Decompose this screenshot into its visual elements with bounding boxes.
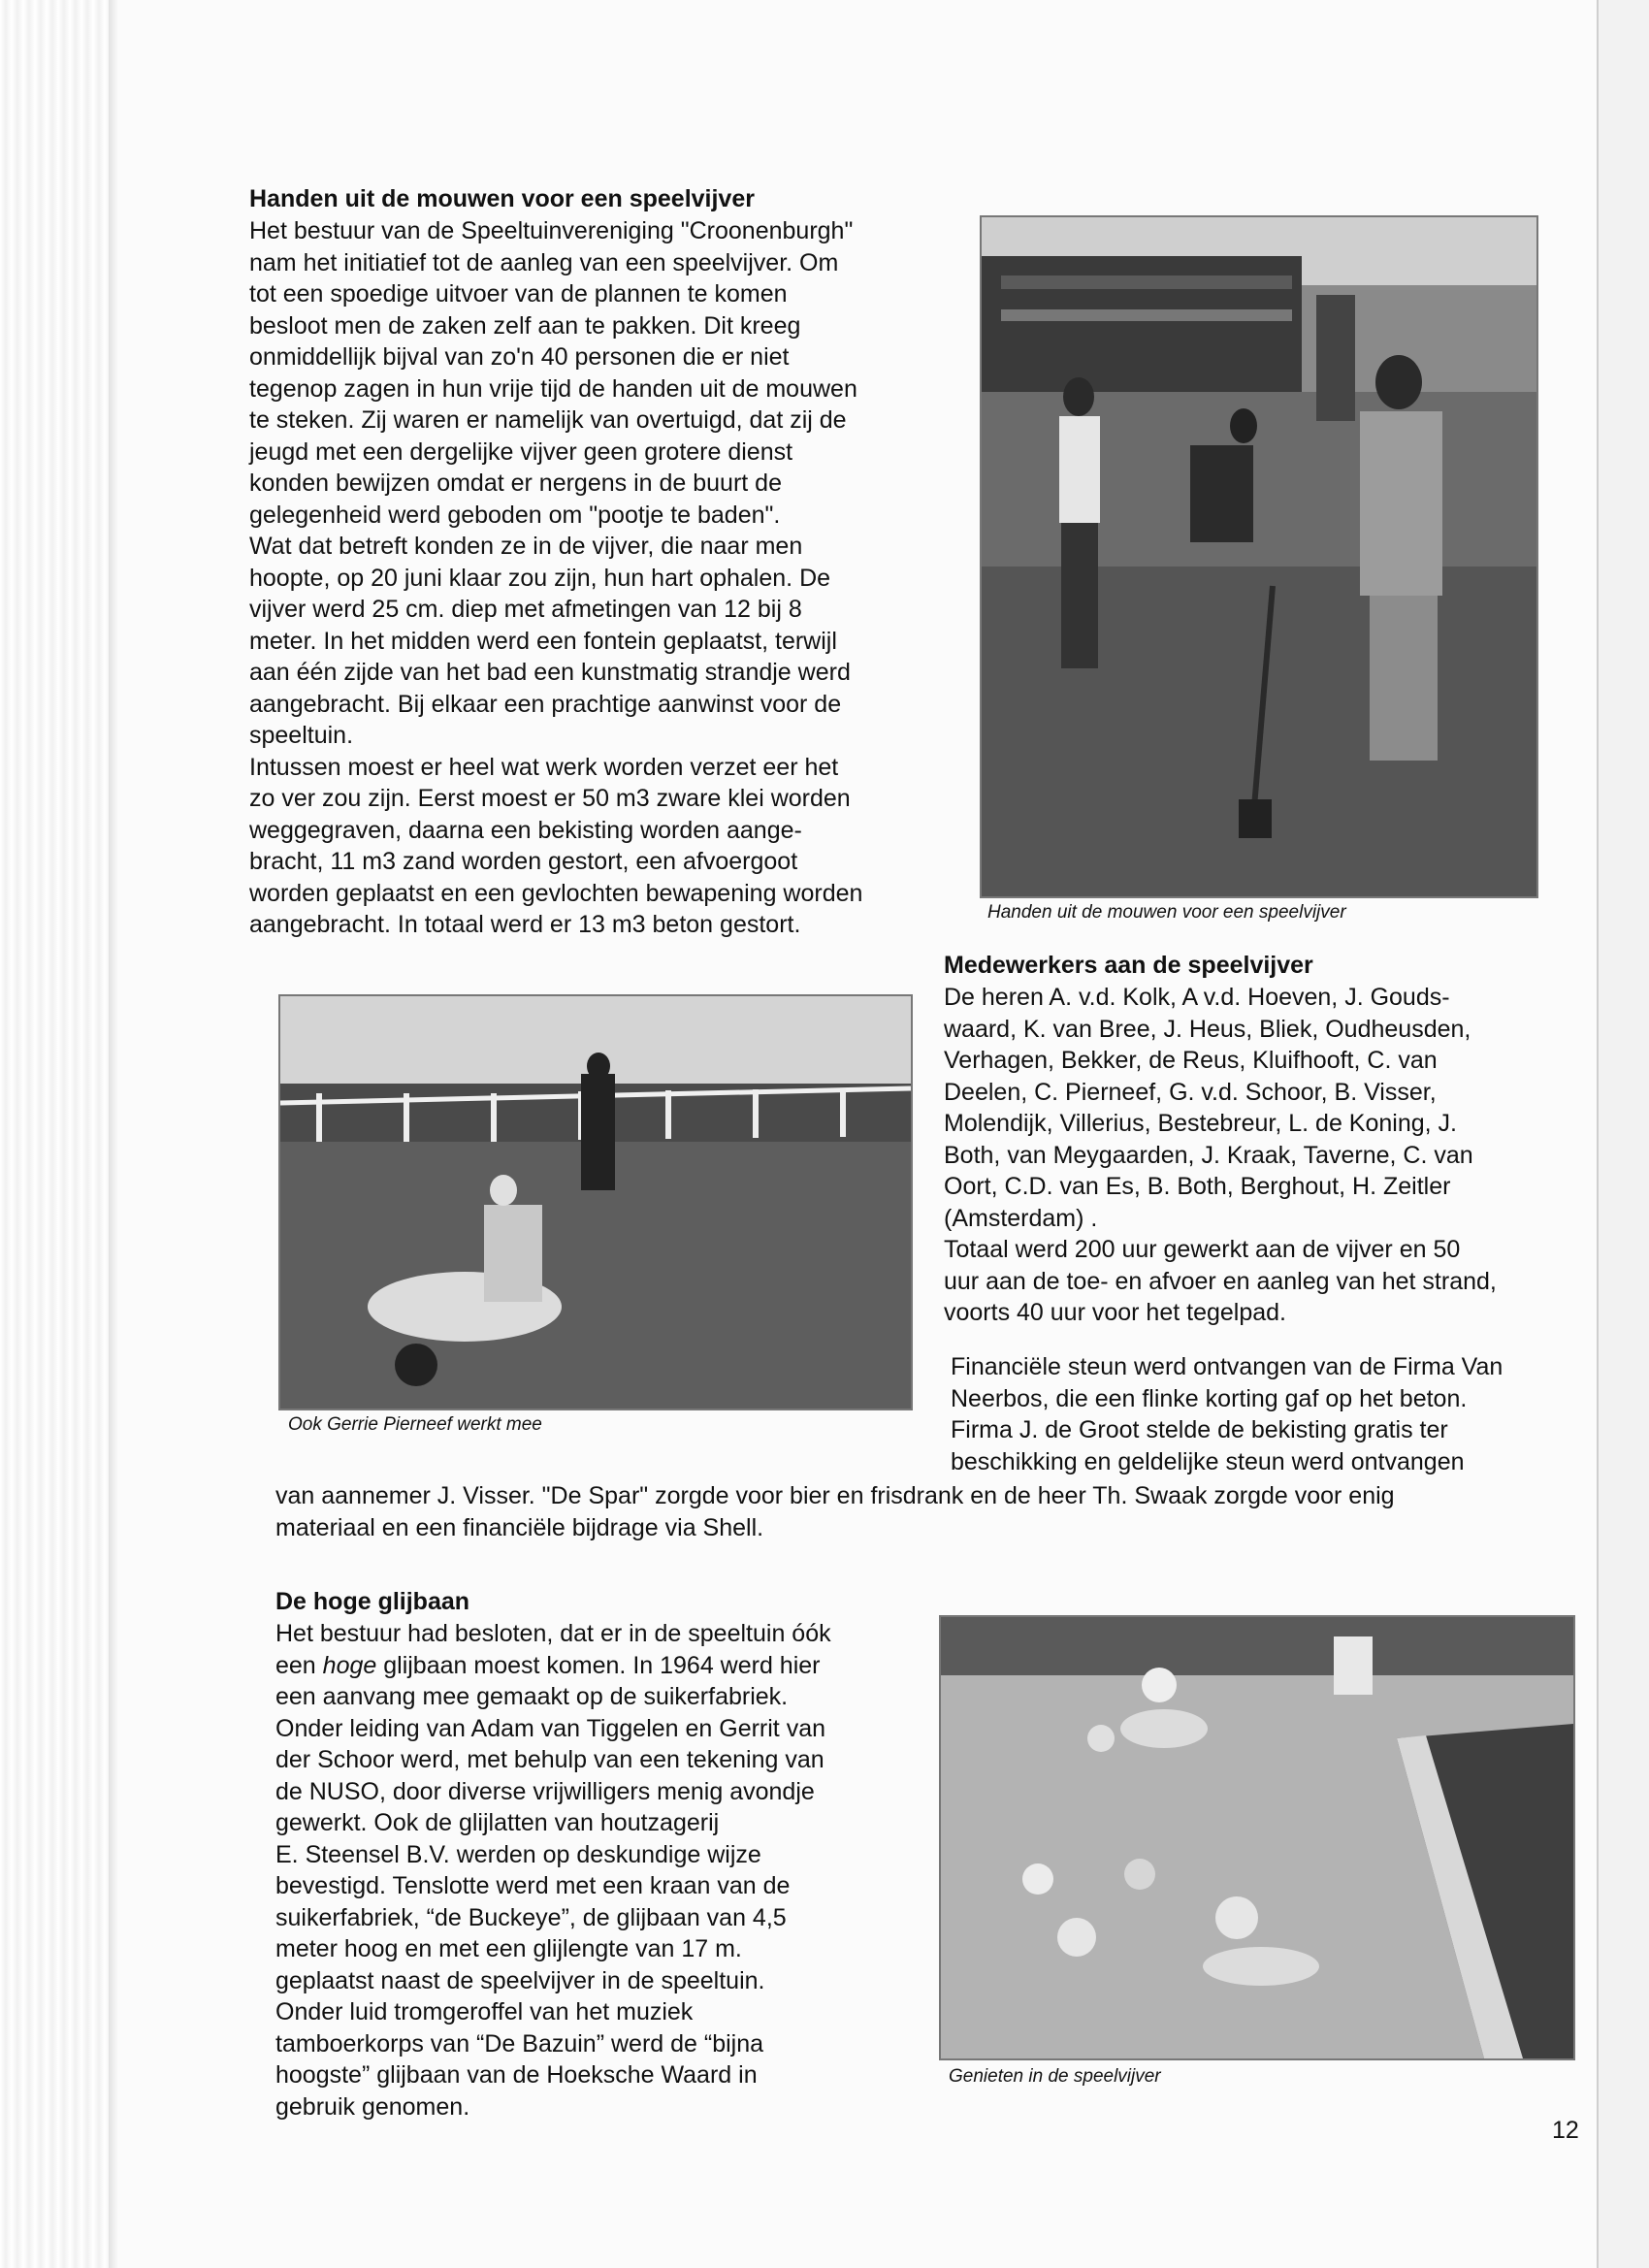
section-body-financiele-steun: Financiële steun werd ontvangen van de Firma Van Neerbos, die een flinke korting gaf op het beton. Firma J. de Groot stelde de bekisting gratis ter beschikking en geldelijke steun werd ontvangen [951,1353,1504,1475]
section-body-medewerkers: De heren A. v.d. Kolk, A v.d. Hoeven, J. Gouds- waard, K. van Bree, J. Heus, Bliek, Oudheusden, Verhagen, Bekker, de Reus, Kluifhooft, C. van Deelen, C. Pierneef, G. v.d. Schoor, B. Visser, Molendijk, Villerius, Bestebreur, L. de Koning, J. Both, van Meygaarden, J. Kraak, Taverne, C. van Oort, C.D. van Es, B. Both, Berghout, H. Zeitler (Amsterdam) . Totaal werd 200 uur gewerkt aan de vijver en 50 uur aan de toe- en afvoer en aanleg van het strand, voorts 40 uur voor het tegelpad. [944,984,1497,1326]
section-heading-speelvijver: Handen uit de mouwen voor een speelvijver [249,185,755,212]
page-number: 12 [1552,2117,1579,2144]
section-body-glijbaan [275,1618,935,2122]
glijbaan-rest: een aanvang mee gemaakt op de suikerfabriek. Onder leiding van Adam van Tiggelen en Gerrit van der Schoor werd, met behulp van een tekening van de NUSO, door diverse vrijwilligers menig avondje gewerkt. Ook de glijlatten van houtzagerij E. Steensel B.V. werden op deskundige wijze bevestigd. Tenslotte werd met een kraan van de suikerfabriek, “de Buckeye”, de glijbaan van 4,5 meter hoog en met een glijlengte van 17 m. geplaatst naast de speelvijver in de speeltuin. Onder luid tromgeroffel van het muziek tamboerkorps van “De Bazuin” werd de “bijna hoogste” glijbaan van de Hoeksche Waard in gebruik genomen. [275,1683,826,2121]
photo-workers-digging [980,215,1538,898]
section-body-speelvijver: Het bestuur van de Speeltuinvereniging "Croonenburgh" nam het initiatief tot de aanleg van een speelvijver. Om tot een spoedige uitvoer van de plannen te komen besloot men de zaken zelf aan te pakken. Dit kreeg onmiddellijk bijval van zo'n 40 personen die er niet tegenop zagen in hun vrije tijd de handen uit de mouwen te steken. Zij waren er namelijk van overtuigd, dat zij de jeugd met een dergelijke vijver geen grotere dienst konden bewijzen omdat er nergens in de buurt de gelegenheid werd geboden om "pootje te baden". Wat dat betreft konden ze in de vijver, die naar men hoopte, op 20 juni klaar zou zijn, hun hart ophalen. De vijver werd 25 cm. diep met afmetingen van 12 bij 8 meter. In het midden werd een fontein geplaatst, terwijl aan één zijde van het bad een kunstmatig strandje werd aangebracht. Bij elkaar een prachtige aanwinst voor de speeltuin. Intussen moest er heel wat werk worden verzet eer het zo ver zou zijn. Eerst moest er 50 m3 zware klei worden weggegraven, daarna een bekisting worden aange- bracht, 11 m3 zand worden gestort, een afvoergoot worden geplaatst en een gevlochten bewapening worden aangebracht. In totaal werd er 13 m3 beton gestort. [249,217,863,938]
photo-caption-1: Handen uit de mouwen voor een speelvijver [987,902,1346,923]
section-body-financiele-steun-cont: van aannemer J. Visser. "De Spar" zorgde voor bier en frisdrank en de heer Th. Swaak zorgde voor enig materiaal en een financiële bijdrage via Shell. [275,1482,1395,1541]
gutter-shadow [109,0,118,2268]
page-edge-line [1597,0,1599,2268]
glijbaan-line-1: Het bestuur had besloten, dat er in de speeltuin óók [275,1620,831,1647]
book-page-edges [0,0,116,2268]
photo-children-swimming [939,1615,1575,2060]
glijbaan-line-2-pre: een [275,1651,323,1679]
section-heading-glijbaan: De hoge glijbaan [275,1588,470,1615]
glijbaan-line-2-post: glijbaan moest komen. In 1964 werd hier [376,1651,821,1679]
adjacent-page-bleed [1599,0,1649,2268]
photo-boy-wheelbarrow [278,994,913,1410]
glijbaan-line-2-emphasis: hoge [322,1651,377,1679]
photo-caption-3: Genieten in de speelvijver [949,2066,1161,2087]
section-heading-medewerkers: Medewerkers aan de speelvijver [944,952,1313,979]
photo-caption-2: Ook Gerrie Pierneef werkt mee [288,1414,542,1435]
